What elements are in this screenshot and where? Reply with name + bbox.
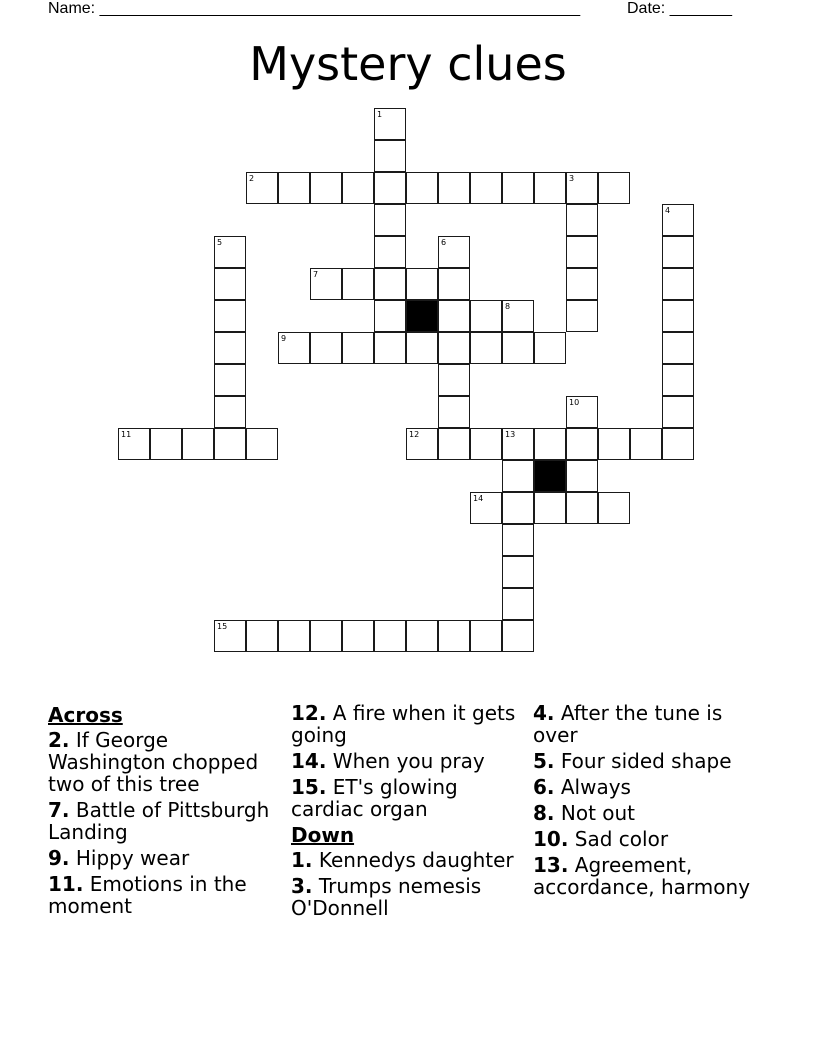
grid-cell[interactable] (470, 492, 502, 524)
grid-cell[interactable] (342, 332, 374, 364)
clue-item (533, 750, 765, 772)
grid-cell[interactable] (406, 428, 438, 460)
cell-number: 8 (505, 302, 511, 311)
grid-cell[interactable] (662, 364, 694, 396)
cell-number: 13 (505, 430, 516, 439)
grid-cell[interactable] (118, 428, 150, 460)
clue-text: Not out (554, 801, 636, 825)
grid-cell[interactable] (598, 492, 630, 524)
clue-number: 9. (48, 846, 70, 870)
grid-cell[interactable] (214, 268, 246, 300)
cell-number: 1 (377, 110, 383, 119)
grid-cell[interactable] (182, 428, 214, 460)
grid-cell[interactable] (214, 300, 246, 332)
cell-number: 14 (473, 494, 484, 503)
grid-cell[interactable] (438, 364, 470, 396)
clue-item (533, 702, 765, 746)
cell-number: 12 (409, 430, 420, 439)
grid-cell[interactable] (374, 620, 406, 652)
clue-number: 7. (48, 798, 70, 822)
grid-cell[interactable] (502, 492, 534, 524)
clue-number: 5. (533, 749, 555, 773)
grid-cell[interactable] (470, 300, 502, 332)
date-line: Date: _______ (627, 0, 732, 17)
clue-text: Kennedys daughter (312, 848, 514, 872)
grid-cell[interactable] (342, 172, 374, 204)
grid-cell[interactable] (438, 236, 470, 268)
clue-text: Emotions in the moment (48, 872, 247, 918)
clue-text: After the tune is over (533, 701, 723, 747)
grid-cell[interactable] (502, 172, 534, 204)
clue-text: ET's glowing cardiac organ (291, 775, 458, 821)
grid-cell[interactable] (662, 396, 694, 428)
grid-cell[interactable] (374, 140, 406, 172)
clue-text: A fire when it gets going (291, 701, 516, 747)
grid-cell[interactable] (342, 620, 374, 652)
black-cell (534, 460, 566, 492)
grid-cell[interactable] (502, 620, 534, 652)
clue-item (533, 776, 765, 798)
grid-cell[interactable] (502, 428, 534, 460)
grid-cell[interactable] (502, 300, 534, 332)
clue-column-3 (533, 702, 765, 902)
grid-cell[interactable] (214, 428, 246, 460)
clue-text: Trumps nemesis O'Donnell (291, 874, 482, 920)
clue-item (48, 873, 280, 917)
grid-cell[interactable] (566, 268, 598, 300)
cell-number: 9 (281, 334, 287, 343)
grid-cell[interactable] (246, 172, 278, 204)
clue-text: Four sided shape (554, 749, 732, 773)
clue-text: Battle of Pittsburgh Landing (48, 798, 270, 844)
grid-cell[interactable] (534, 172, 566, 204)
page-title: Mystery clues (249, 37, 567, 91)
clue-item (533, 802, 765, 824)
clue-item (48, 799, 280, 843)
clue-number: 11. (48, 872, 84, 896)
clue-number: 3. (291, 874, 313, 898)
clue-number: 14. (291, 749, 327, 773)
grid-cell[interactable] (278, 332, 310, 364)
grid-cell[interactable] (278, 172, 310, 204)
clue-text: If George Washington chopped two of this tree (48, 728, 259, 796)
grid-cell[interactable] (470, 620, 502, 652)
grid-cell[interactable] (438, 428, 470, 460)
grid-cell[interactable] (150, 428, 182, 460)
grid-cell[interactable] (214, 620, 246, 652)
grid-cell[interactable] (310, 268, 342, 300)
grid-cell[interactable] (566, 172, 598, 204)
grid-cell[interactable] (374, 332, 406, 364)
grid-cell[interactable] (438, 172, 470, 204)
grid-cell[interactable] (502, 460, 534, 492)
grid-cell[interactable] (566, 492, 598, 524)
cell-number: 11 (121, 430, 132, 439)
grid-cell[interactable] (502, 524, 534, 556)
grid-cell[interactable] (662, 236, 694, 268)
clue-number: 13. (533, 853, 569, 877)
grid-cell[interactable] (374, 204, 406, 236)
grid-cell[interactable] (502, 588, 534, 620)
grid-cell[interactable] (406, 172, 438, 204)
clue-number: 12. (291, 701, 327, 725)
grid-cell[interactable] (406, 332, 438, 364)
grid-cell[interactable] (374, 236, 406, 268)
grid-cell[interactable] (374, 268, 406, 300)
grid-cell[interactable] (214, 332, 246, 364)
grid-cell[interactable] (246, 428, 278, 460)
grid-cell[interactable] (598, 428, 630, 460)
grid-cell[interactable] (246, 620, 278, 652)
clue-item (291, 849, 523, 871)
clue-number: 15. (291, 775, 327, 799)
grid-cell[interactable] (406, 620, 438, 652)
clue-item (291, 776, 523, 820)
grid-cell[interactable] (534, 428, 566, 460)
clue-number: 2. (48, 728, 70, 752)
grid-cell[interactable] (566, 300, 598, 332)
clue-item (48, 847, 280, 869)
grid-cell[interactable] (438, 332, 470, 364)
cell-number: 15 (217, 622, 228, 631)
grid-cell[interactable] (502, 332, 534, 364)
grid-cell[interactable] (310, 332, 342, 364)
clue-number: 4. (533, 701, 555, 725)
grid-cell[interactable] (566, 204, 598, 236)
grid-cell[interactable] (310, 620, 342, 652)
clue-number: 10. (533, 827, 569, 851)
clue-text: Sad color (568, 827, 669, 851)
grid-cell[interactable] (470, 172, 502, 204)
grid-cell[interactable] (342, 268, 374, 300)
cell-number: 6 (441, 238, 447, 247)
clue-item (291, 750, 523, 772)
grid-cell[interactable] (214, 396, 246, 428)
grid-cell[interactable] (534, 492, 566, 524)
clue-number: 6. (533, 775, 555, 799)
cell-number: 4 (665, 206, 671, 215)
grid-cell[interactable] (438, 268, 470, 300)
clue-number: 1. (291, 848, 313, 872)
grid-cell[interactable] (662, 428, 694, 460)
name-line: Name: ______________________________________________________ (48, 0, 581, 17)
grid-cell[interactable] (534, 332, 566, 364)
grid-cell[interactable] (566, 236, 598, 268)
clue-item (291, 875, 523, 919)
clue-heading-across: Across (48, 703, 123, 727)
cell-number: 2 (249, 174, 255, 183)
grid-cell[interactable] (662, 204, 694, 236)
clue-column-1 (48, 702, 280, 921)
grid-cell[interactable] (598, 172, 630, 204)
grid-cell[interactable] (374, 300, 406, 332)
grid-cell[interactable] (214, 236, 246, 268)
grid-cell[interactable] (406, 268, 438, 300)
grid-cell[interactable] (374, 108, 406, 140)
grid-cell[interactable] (374, 172, 406, 204)
black-cell (406, 300, 438, 332)
grid-cell[interactable] (470, 428, 502, 460)
grid-cell[interactable] (566, 460, 598, 492)
grid-cell[interactable] (566, 428, 598, 460)
grid-cell[interactable] (438, 300, 470, 332)
clue-text: Hippy wear (69, 846, 190, 870)
grid-cell[interactable] (662, 268, 694, 300)
clue-item (48, 729, 280, 795)
grid-cell[interactable] (502, 556, 534, 588)
clue-number: 8. (533, 801, 555, 825)
grid-cell[interactable] (310, 172, 342, 204)
grid-cell[interactable] (470, 332, 502, 364)
cell-number: 7 (313, 270, 319, 279)
cell-number: 3 (569, 174, 575, 183)
clue-column-2 (291, 702, 523, 923)
grid-cell[interactable] (278, 620, 310, 652)
clue-text: When you pray (326, 749, 485, 773)
grid-cell[interactable] (438, 396, 470, 428)
grid-cell[interactable] (214, 364, 246, 396)
clue-item (533, 854, 765, 898)
grid-cell[interactable] (630, 428, 662, 460)
clue-item (533, 828, 765, 850)
clue-item (291, 702, 523, 746)
grid-cell[interactable] (662, 332, 694, 364)
grid-cell[interactable] (566, 396, 598, 428)
cell-number: 10 (569, 398, 580, 407)
clue-text: Agreement, accordance, harmony (533, 853, 751, 899)
grid-cell[interactable] (438, 620, 470, 652)
cell-number: 5 (217, 238, 223, 247)
grid-cell[interactable] (662, 300, 694, 332)
clue-heading-down: Down (291, 823, 355, 847)
clue-text: Always (554, 775, 631, 799)
